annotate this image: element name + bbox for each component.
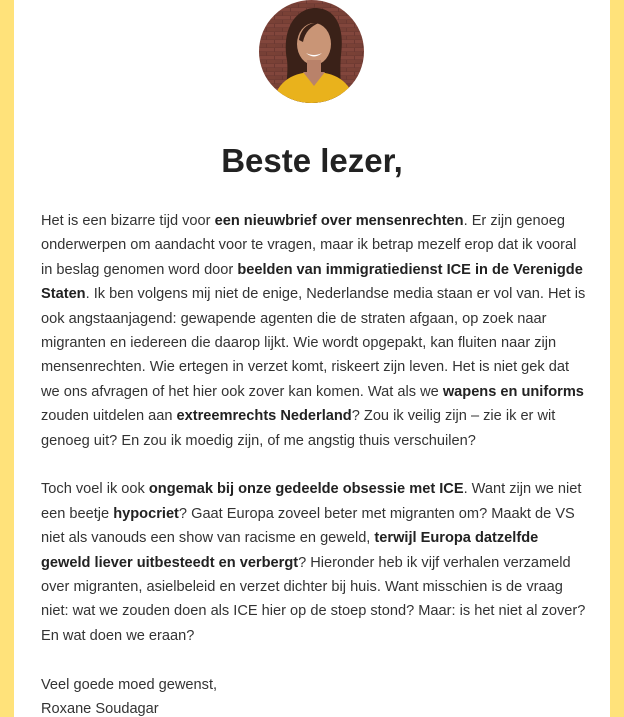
text-segment: ? Zou ik veilig zijn – zie ik er wit genoeg uit? En zou ik moedig zijn, of me angstig thuis verschuilen? (41, 408, 556, 449)
letter-body (41, 209, 586, 717)
bold-text: wapens en uniforms (442, 383, 584, 400)
text-segment: Het is een bizarre tijd voor (41, 213, 215, 229)
signoff-name: Roxane Soudagar (41, 701, 159, 717)
text-segment: . Ik ben volgens mij niet de enige, Nederlandse media staan er vol van. Het is ook angstaanjagend: gewapende agenten die de straten afgaan, op zoek naar migranten en iedereen die daarop lijkt. Wie wordt opgepakt, kan fluiten naar zijn mensenrechten. Wie ertegen in verzet komt, riskeert zijn leven. Het is niet gek dat we ons afvragen of het hier ook zover kan komen. Wat als we (41, 286, 586, 400)
text-segment: ? Hieronder heb ik vijf verhalen verzameld over migranten, asielbeleid en verzet dichter bij huis. Want misschien is de vraag niet: wat we zouden doen als ICE hier op de stoep stond? Maar: is het niet al zover? En wat doen we eraan? (41, 554, 586, 644)
text-segment: . Er zijn genoeg onderwerpen om aandacht voor te vragen, maar ik betrap mezelf erop dat ik vooral in beslag genomen word door (41, 213, 577, 278)
text-segment: ? Gaat Europa zoveel beter met migranten om? Maakt de VS niet als vanouds een show van racisme en geweld, (41, 505, 575, 547)
bold-text: hypocriet (113, 505, 179, 522)
paragraph-reflection (41, 477, 586, 648)
paragraph-intro (41, 209, 586, 453)
signoff (41, 673, 586, 717)
text-segment: Toch voel ik ook (41, 481, 149, 498)
bold-text: beelden van immigratiedienst ICE in de Verenigde Staten (41, 261, 583, 303)
text-segment: . Want zijn we niet een beetje (41, 481, 582, 522)
bold-text: ongemak bij onze gedeelde obsessie met ICE (148, 481, 464, 498)
author-avatar (259, 0, 364, 103)
bold-text: extreemrechts Nederland (176, 408, 352, 425)
page-title: Beste lezer, (221, 142, 403, 179)
signoff-greeting: Veel goede moed gewenst, (41, 676, 218, 693)
text-segment: zouden uitdelen aan (41, 408, 177, 425)
bold-text: terwijl Europa datzelfde geweld liever uitbesteedt en verbergt (41, 530, 539, 571)
newsletter-card (14, 0, 610, 717)
bold-text: een nieuwbrief over mensenrechten (214, 213, 464, 229)
author-portrait-image (259, 0, 364, 103)
